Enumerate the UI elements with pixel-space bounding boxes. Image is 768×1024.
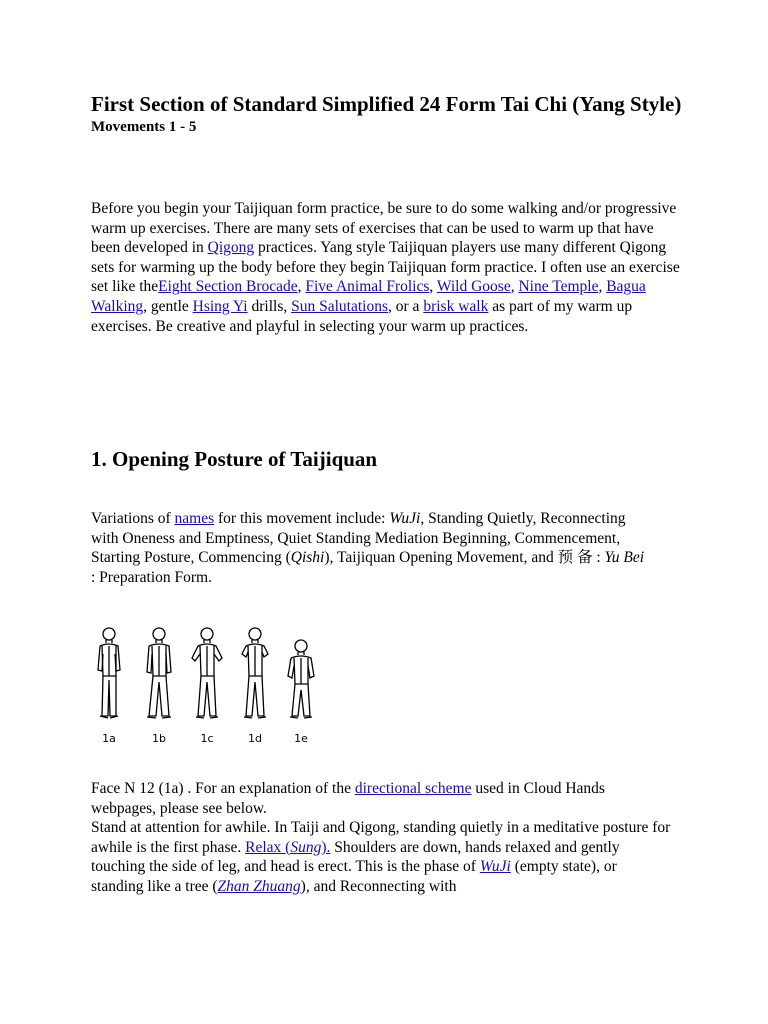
term-wuji: WuJi xyxy=(389,510,421,527)
link-qigong[interactable]: Qigong xyxy=(207,239,255,257)
intro-text: , xyxy=(297,278,306,296)
intro-text: , xyxy=(510,278,519,296)
variations-text: , Standing Quietly, Reconnecting with Oneness and Emptiness, Quiet Standing Mediation Beginning, Commencement, Starting Posture, Commencing ( xyxy=(91,510,626,567)
figure-label: 1e xyxy=(294,732,308,745)
term-yu-bei: Yu Bei xyxy=(604,549,645,567)
intro-paragraph xyxy=(91,199,681,336)
intro-text: drills, xyxy=(247,297,292,315)
figure-1c xyxy=(186,624,228,745)
intro-text: , gentle xyxy=(143,297,193,315)
link-zhan-text: Zhan Zhuang xyxy=(217,877,301,895)
page-subtitle: Movements 1 - 5 xyxy=(91,119,197,135)
link-zhan-zhuang[interactable] xyxy=(218,878,301,895)
person-sinking-icon xyxy=(280,624,322,728)
section-heading: 1. Opening Posture of Taijiquan xyxy=(91,447,378,471)
face-text: Face N 12 (1a) . For an explanation of the xyxy=(91,780,355,797)
figure-1e xyxy=(280,624,322,745)
stand-text: (empty state), or standing like a tree ( xyxy=(91,858,617,895)
link-sun-salutations[interactable]: Sun Salutations xyxy=(291,297,389,315)
stand-text: Shoulders are down, hands relaxed and gently touching the side of leg, and head is erect. This is the phase of xyxy=(91,838,620,876)
figure-label: 1d xyxy=(248,732,262,745)
stand-text: ), and Reconnecting with xyxy=(300,877,457,895)
link-eight-section-brocade[interactable]: Eight Section Brocade xyxy=(158,278,298,296)
page-title: First Section of Standard Simplified 24 Form Tai Chi (Yang Style) xyxy=(91,92,682,116)
link-hsing-yi[interactable]: Hsing Yi xyxy=(192,297,248,315)
intro-text: Before you begin your Taijiquan form practice, be sure to do some walking and/or progressive warm up exercises. There are many sets of exercises that can be used to warm up that have been developed in xyxy=(91,200,677,257)
link-wild-goose[interactable]: Wild Goose xyxy=(436,278,511,296)
figure-label: 1b xyxy=(152,732,166,745)
intro-text: , or a xyxy=(388,297,424,315)
link-relax-text: Relax ( xyxy=(245,838,291,856)
link-relax-italic: Sung xyxy=(290,838,322,856)
variations-text: for this movement include: xyxy=(214,510,390,527)
person-standing-icon xyxy=(88,624,130,728)
person-raising-arms-icon xyxy=(186,624,228,728)
variations-text: Variations of xyxy=(91,510,175,527)
link-five-animal-frolics[interactable]: Five Animal Frolics xyxy=(305,278,430,296)
figure-label: 1a xyxy=(102,732,116,745)
figure-1d xyxy=(234,624,276,745)
stand-paragraph xyxy=(91,818,671,896)
variations-text: : Preparation Form. xyxy=(91,568,212,586)
figure-1a xyxy=(88,624,130,745)
link-wuji-text: WuJi xyxy=(479,858,511,876)
term-qishi: Qishi xyxy=(290,549,325,567)
link-brisk-walk[interactable]: brisk walk xyxy=(423,297,489,315)
link-directional-scheme[interactable]: directional scheme xyxy=(354,780,472,797)
variations-paragraph xyxy=(91,509,651,587)
variations-text: ), Taijiquan Opening Movement, and 预 备 : xyxy=(324,549,605,567)
figure-1b xyxy=(138,624,180,745)
link-relax-end: ). xyxy=(321,838,331,856)
intro-text: practices. Yang style Taijiquan players use many different Qigong sets for warming up the body before they begin Taijiquan form practice. I often use an exercise set like the xyxy=(91,239,680,296)
figure-label: 1c xyxy=(200,732,214,745)
face-text: used in Cloud Hands webpages, please see below. xyxy=(91,780,605,817)
face-paragraph xyxy=(91,779,671,818)
intro-text: as part of my warm up exercises. Be creative and playful in selecting your warm up practices. xyxy=(91,297,633,335)
link-nine-temple[interactable]: Nine Temple xyxy=(518,278,599,296)
link-relax-sung[interactable] xyxy=(245,839,330,856)
intro-text: , xyxy=(429,278,437,296)
section-heading-block xyxy=(91,446,691,472)
stand-text: Stand at attention for awhile. In Taiji and Qigong, standing quietly in a meditative posture for awhile is the first phase. xyxy=(91,819,671,856)
header xyxy=(91,91,691,137)
link-wuji[interactable] xyxy=(480,858,511,875)
person-standing-icon xyxy=(138,624,180,728)
person-arms-forward-icon xyxy=(234,624,276,728)
intro-text: , xyxy=(598,278,607,296)
link-names[interactable]: names xyxy=(174,510,215,527)
link-bagua-walking[interactable]: Bagua Walking xyxy=(91,278,646,315)
